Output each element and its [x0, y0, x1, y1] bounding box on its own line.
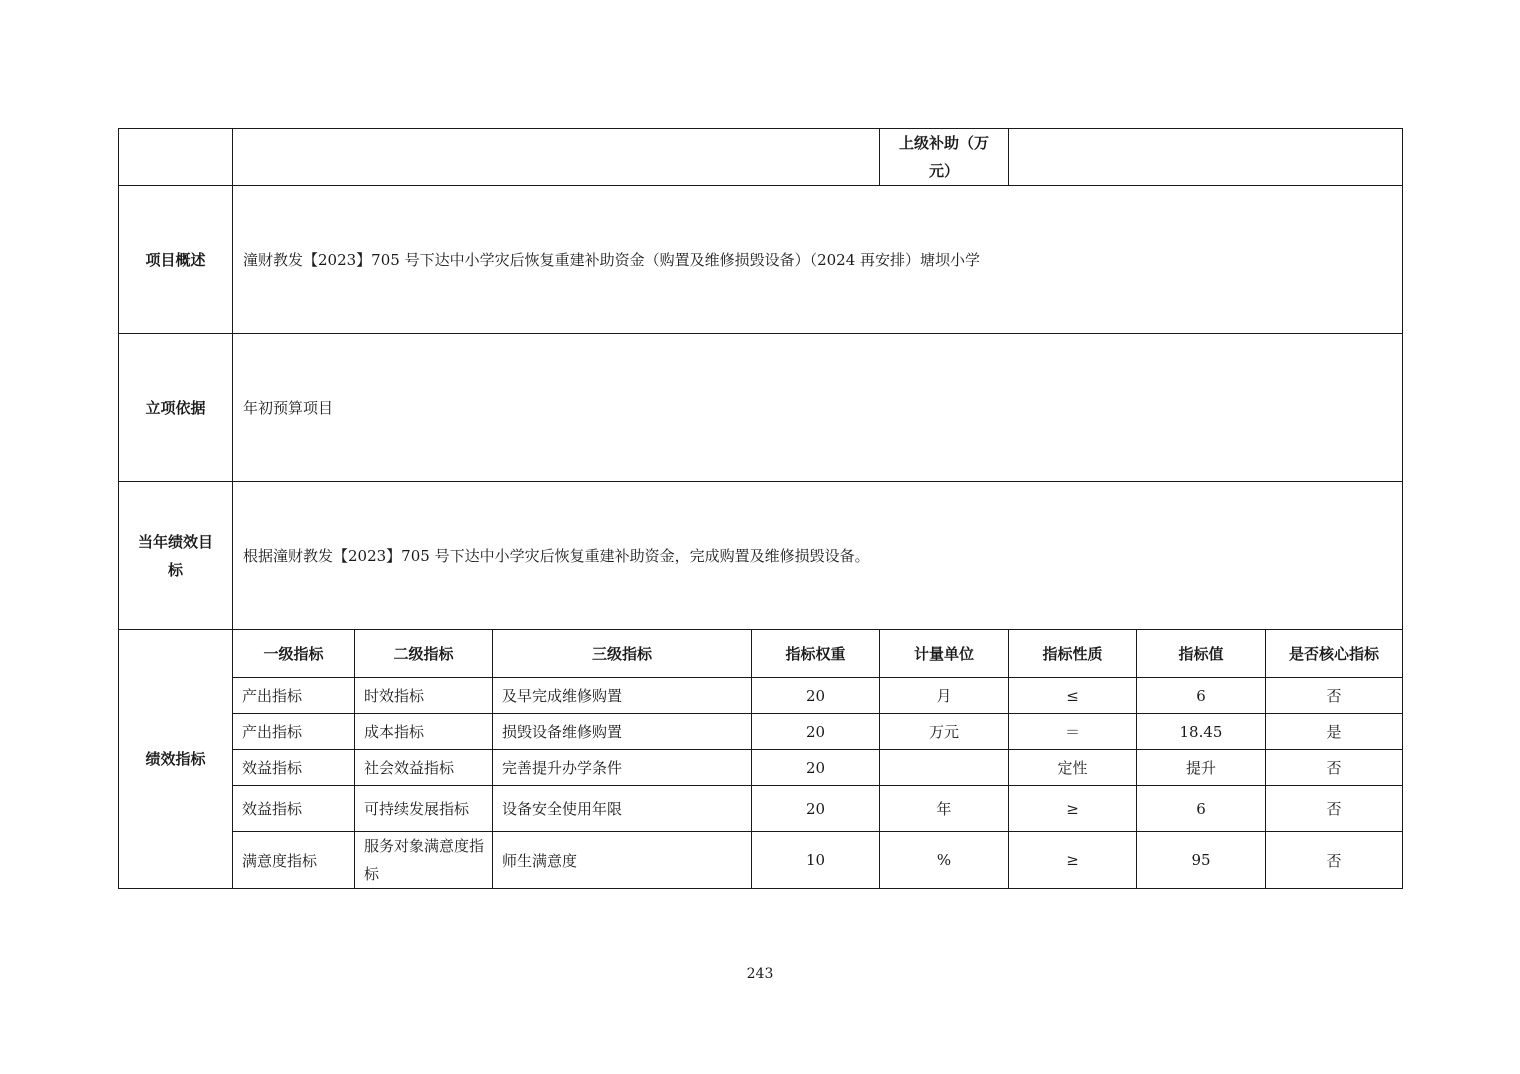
subsidy-label: 上级补助（万元） — [880, 129, 1009, 186]
value-cell: 提升 — [1137, 750, 1266, 786]
top-label-cell — [119, 129, 233, 186]
weight-cell: 10 — [752, 832, 880, 889]
level1-cell: 效益指标 — [233, 750, 355, 786]
indicators-label: 绩效指标 — [119, 630, 233, 889]
level3-cell: 完善提升办学条件 — [493, 750, 752, 786]
header-unit: 计量单位 — [880, 630, 1009, 678]
value-cell: 18.45 — [1137, 714, 1266, 750]
level2-cell: 社会效益指标 — [355, 750, 493, 786]
basis-row — [119, 334, 1403, 482]
level3-cell: 师生满意度 — [493, 832, 752, 889]
header-nature: 指标性质 — [1009, 630, 1137, 678]
core-cell: 否 — [1266, 832, 1403, 889]
level2-cell: 成本指标 — [355, 714, 493, 750]
header-weight: 指标权重 — [752, 630, 880, 678]
value-cell: 6 — [1137, 678, 1266, 714]
level2-cell: 服务对象满意度指标 — [355, 832, 493, 889]
nature-cell: ＝ — [1009, 714, 1137, 750]
level3-cell: 损毁设备维修购置 — [493, 714, 752, 750]
table-row — [119, 678, 1403, 714]
level1-cell: 产出指标 — [233, 714, 355, 750]
core-cell: 否 — [1266, 786, 1403, 832]
weight-cell: 20 — [752, 714, 880, 750]
header-value: 指标值 — [1137, 630, 1266, 678]
header-core: 是否核心指标 — [1266, 630, 1403, 678]
table-row — [119, 750, 1403, 786]
level2-cell: 时效指标 — [355, 678, 493, 714]
indicator-header-row — [119, 630, 1403, 678]
unit-cell: 万元 — [880, 714, 1009, 750]
level1-cell: 满意度指标 — [233, 832, 355, 889]
header-level2: 二级指标 — [355, 630, 493, 678]
table-row — [119, 714, 1403, 750]
table-row — [119, 786, 1403, 832]
top-row — [119, 129, 1403, 186]
overview-label: 项目概述 — [119, 186, 233, 334]
overview-row — [119, 186, 1403, 334]
unit-cell: 月 — [880, 678, 1009, 714]
basis-label: 立项依据 — [119, 334, 233, 482]
nature-cell: ≥ — [1009, 786, 1137, 832]
table-row — [119, 832, 1403, 889]
header-level3: 三级指标 — [493, 630, 752, 678]
value-cell: 6 — [1137, 786, 1266, 832]
level1-cell: 效益指标 — [233, 786, 355, 832]
nature-cell: ≥ — [1009, 832, 1137, 889]
page-number: 243 — [746, 966, 774, 982]
weight-cell: 20 — [752, 678, 880, 714]
goal-label: 当年绩效目标 — [119, 482, 233, 630]
unit-cell: % — [880, 832, 1009, 889]
core-cell: 是 — [1266, 714, 1403, 750]
performance-table — [118, 128, 1403, 889]
core-cell: 否 — [1266, 750, 1403, 786]
core-cell: 否 — [1266, 678, 1403, 714]
header-level1: 一级指标 — [233, 630, 355, 678]
nature-cell: 定性 — [1009, 750, 1137, 786]
goal-row — [119, 482, 1403, 630]
level1-cell: 产出指标 — [233, 678, 355, 714]
basis-text: 年初预算项目 — [233, 334, 1403, 482]
subsidy-value — [1009, 129, 1403, 186]
goal-text: 根据潼财教发【2023】705 号下达中小学灾后恢复重建补助资金，完成购置及维修损毁设备。 — [233, 482, 1403, 630]
nature-cell: ≤ — [1009, 678, 1137, 714]
level3-cell: 设备安全使用年限 — [493, 786, 752, 832]
weight-cell: 20 — [752, 786, 880, 832]
value-cell: 95 — [1137, 832, 1266, 889]
weight-cell: 20 — [752, 750, 880, 786]
level2-cell: 可持续发展指标 — [355, 786, 493, 832]
unit-cell — [880, 750, 1009, 786]
level3-cell: 及早完成维修购置 — [493, 678, 752, 714]
top-value-cell — [233, 129, 880, 186]
overview-text: 潼财教发【2023】705 号下达中小学灾后恢复重建补助资金（购置及维修损毁设备）（2024 再安排）塘坝小学 — [233, 186, 1403, 334]
unit-cell: 年 — [880, 786, 1009, 832]
